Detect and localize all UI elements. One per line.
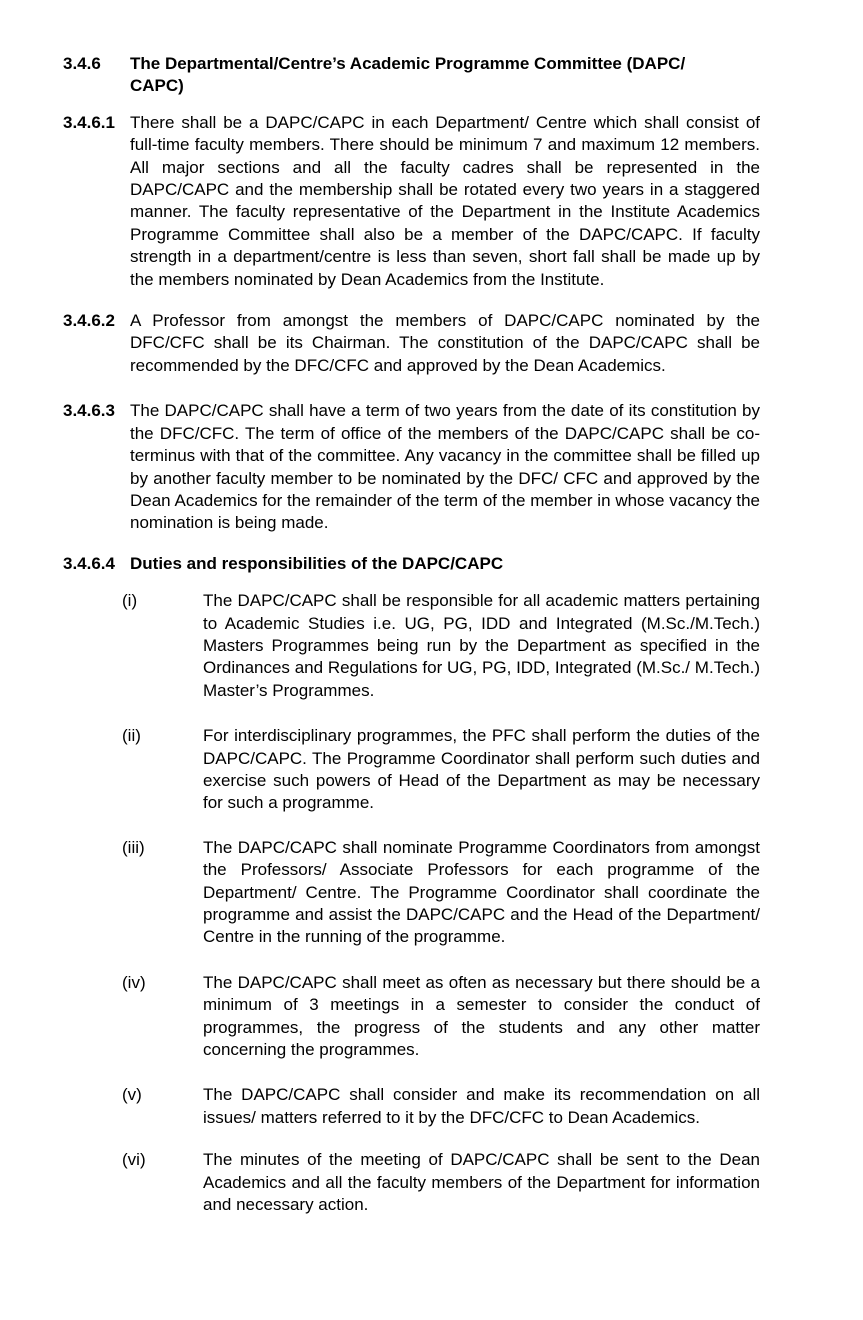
clause-3-4-6-4-heading [63, 553, 760, 575]
section-title [130, 53, 760, 98]
clause-3-4-6-2 [63, 310, 760, 377]
section-number: 3.4.6 [63, 54, 101, 73]
clause-3-4-6-3 [63, 400, 760, 534]
document-content [63, 53, 760, 1216]
duty-item-i [122, 590, 760, 702]
clause-text: There shall be a DAPC/CAPC in each Department/ Centre which shall consist of full-time faculty members. There should be minimum 7 and maximum 12 members. All major sections and all the faculty cadres shall be represented in the DAPC/CAPC and the membership shall be rotated every two years in a staggered manner. The faculty representative of the Department in the Institute Academics Programme Committee shall also be a member of the DAPC/CAPC. If faculty strength in a department/centre is less than seven, short fall shall be made up by the members nominated by Dean Academics from the Institute. [130, 112, 760, 289]
clause-number: 3.4.6.2 [63, 311, 115, 331]
list-marker: (vi) [122, 1150, 146, 1170]
duty-item-vi [122, 1149, 760, 1216]
list-item-text: The DAPC/CAPC shall meet as often as necessary but there should be a minimum of 3 meetings in a semester to consider the conduct of programmes, the progress of the students and any other matter concerning the programmes. [203, 972, 760, 1060]
section-title-line-2: CAPC) [130, 76, 184, 96]
clause-text: A Professor from amongst the members of DAPC/CAPC nominated by the DFC/CFC shall be its Chairman. The constitution of the DAPC/CAPC shall be recommended by the DFC/CFC and approved by the Dean Academics. [130, 311, 760, 375]
duty-item-iii [122, 837, 760, 949]
list-item-text: For interdisciplinary programmes, the PFC shall perform the duties of the DAPC/CAPC. The Programme Coordinator shall perform such duties and exercise such powers of Head of the Department as may be necessary for such a programme. [203, 726, 760, 813]
list-item-text: The minutes of the meeting of DAPC/CAPC shall be sent to the Dean Academics and all the faculty members of the Department for information and necessary action. [203, 1150, 760, 1215]
section-heading-3-4-6 [63, 53, 760, 98]
list-marker: (iv) [122, 972, 146, 992]
clause-text: The DAPC/CAPC shall have a term of two years from the date of its constitution by the DFC/CFC. The term of office of the members of the DAPC/CAPC shall be co-terminus with that of the committee. Any vacancy in the committee shall be filled up by another faculty member to be nominated by the DFC/ CFC and approved by the Dean Academics for the remainder of the term of the member in whose vacancy the nomination is being made. [130, 401, 760, 533]
clause-number: 3.4.6.1 [63, 112, 115, 132]
clause-3-4-6-1 [63, 112, 760, 291]
clause-number: 3.4.6.4 [63, 553, 115, 573]
duty-item-ii [122, 725, 760, 815]
list-marker: (v) [122, 1085, 142, 1105]
list-item-text: The DAPC/CAPC shall nominate Programme Coordinators from amongst the Professors/ Associate Professors for each programme of the Department/ Centre. The Programme Coordinator shall coordinate the programme and assist the DAPC/CAPC and the Head of the Department/ Centre in the running of the programme. [203, 837, 760, 947]
list-item-text: The DAPC/CAPC shall be responsible for all academic matters pertaining to Academic Studies i.e. UG, PG, IDD and Integrated (M.Sc./M.Tech.) Masters Programmes being run by the Department as specified in the Ordinances and Regulations for UG, PG, IDD, Integrated (M.Sc./ M.Tech.) Master’s Programmes. [203, 591, 760, 700]
list-marker: (i) [122, 591, 138, 611]
list-item-text: The DAPC/CAPC shall consider and make its recommendation on all issues/ matters referred to it by the DFC/CFC to Dean Academics. [203, 1085, 760, 1127]
clause-number: 3.4.6.3 [63, 401, 115, 421]
list-marker: (ii) [122, 726, 141, 746]
duty-item-v [122, 1084, 760, 1129]
duties-title: Duties and responsibilities of the DAPC/CAPC [130, 553, 504, 573]
section-title-line-1: The Departmental/Centre’s Academic Programme Committee (DAPC/ [130, 54, 686, 73]
duty-item-iv [122, 972, 760, 1062]
list-marker: (iii) [122, 837, 145, 857]
